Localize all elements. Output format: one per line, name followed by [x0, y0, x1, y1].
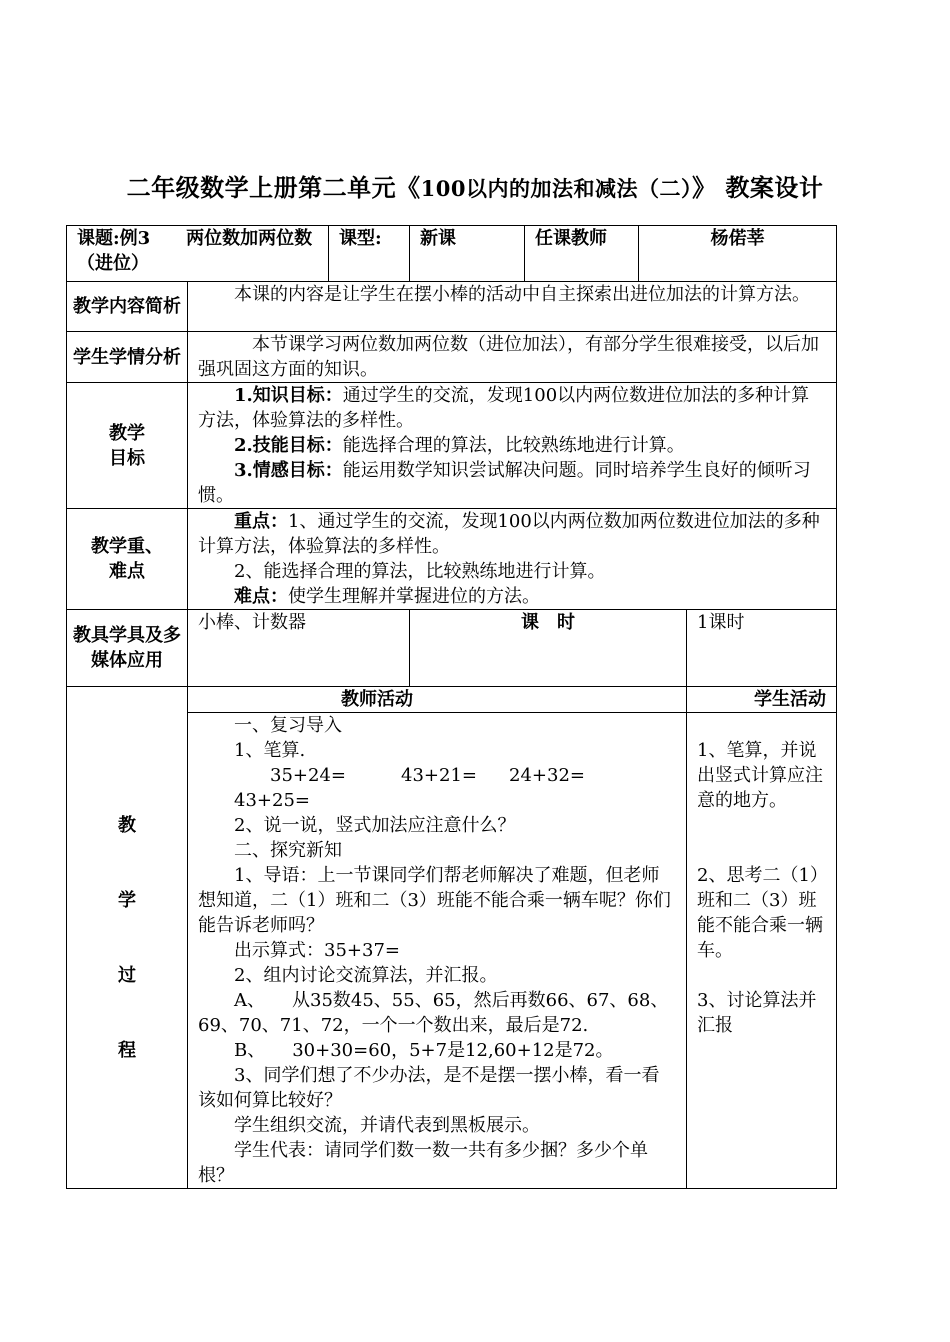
difficulty-title: 难点：	[234, 586, 288, 607]
key-point-text: 1、通过学生的交流，发现100以内两位数加两位数进位加法的多种计算方法，体验算法的多样性。	[198, 511, 820, 557]
process-label	[67, 687, 188, 1189]
type-label: 课型:	[329, 226, 410, 282]
document-title	[0, 168, 950, 203]
goal-knowledge	[198, 383, 826, 433]
key-label-line-1: 教学重、	[91, 536, 163, 557]
student-line: 3、讨论算法并汇报	[697, 990, 817, 1036]
analysis-cell	[188, 332, 837, 383]
calc-row	[198, 763, 676, 813]
teacher-line: 1、导语：上一节课同学们帮老师解决了难题，但老师想知道，二（1）班和二（3）班能不能合乘一辆车呢？你们能告诉老师吗？	[198, 865, 671, 936]
teacher-line: 出示算式：35+37=	[234, 940, 400, 961]
analysis-label: 学生学情分析	[67, 332, 188, 383]
difficulty-text: 使学生理解并掌握进位的方法。	[288, 586, 540, 607]
teacher-activity-header: 教师活动	[188, 687, 687, 713]
student-line: 1、笔算，并说出竖式计算应注意的地方。	[697, 740, 824, 811]
title-suffix: 》 教案设计	[691, 173, 824, 202]
key-point-2: 2、能选择合理的算法，比较熟练地进行计算。	[234, 561, 606, 582]
summary-text: 本课的内容是让学生在摆小棒的活动中自主探索出进位加法的计算方法。	[234, 284, 810, 305]
teacher-line: 一、复习导入	[234, 715, 342, 736]
teacher-line: A、 从35数45、55、65，然后再数66、67、68、69、70、71、72，一个一个数出来，最后是72.	[198, 990, 669, 1036]
teacher-line: B、 30+30=60，5+7是12,60+12是72。	[234, 1040, 614, 1061]
student-line: 2、思考二（1）班和二（3）班能不能合乘一辆车。	[697, 865, 824, 961]
lesson-plan-table	[66, 225, 837, 1189]
teacher-line: 学生组织交流，并请代表到黑板展示。	[234, 1115, 540, 1136]
analysis-row	[67, 332, 837, 383]
key-row	[67, 509, 837, 610]
process-label-char-4: 程	[118, 1039, 136, 1061]
teacher-line: 2、组内讨论交流算法，并汇报。	[234, 965, 498, 986]
student-activity-header: 学生活动	[687, 687, 837, 713]
tools-label: 教具学具及多媒体应用	[67, 610, 188, 687]
summary-row	[67, 282, 837, 332]
goals-label-line-1: 教学	[109, 422, 145, 444]
analysis-text: 本节课学习两位数加两位数（进位加法），有部分学生很难接受，以后加强巩固这方面的知识。	[198, 334, 819, 380]
teacher-line: 学生代表：请同学们数一数一共有多少捆？多少个单根？	[198, 1140, 648, 1186]
key-point-title: 重点：	[234, 511, 288, 532]
title-number: 100	[420, 176, 466, 201]
calc-item: 24+32=	[509, 765, 585, 786]
hours-value: 1课时	[687, 610, 837, 687]
calc-item: 43+21=	[401, 765, 477, 786]
teacher-line: 3、同学们想了不少办法，是不是摆一摆小棒，看一看该如何算比较好？	[198, 1065, 660, 1111]
process-label-char-2: 学	[118, 889, 136, 911]
key-label	[67, 509, 188, 610]
calc-item: 35+24=	[270, 765, 346, 786]
header-row	[67, 226, 837, 282]
process-header-row	[67, 687, 837, 713]
teacher-line: 二、探究新知	[234, 840, 342, 861]
goal-emotion-title: 3.情感目标：	[234, 460, 343, 481]
process-label-char-1: 教	[118, 814, 136, 836]
teacher-line: 1、笔算.	[234, 740, 306, 761]
tools-row	[67, 610, 837, 687]
goal-knowledge-text: 通过学生的交流，发现100以内两位数进位加法的多种计算方法，体验算法的多样性。	[198, 385, 810, 431]
summary-cell	[188, 282, 837, 332]
teacher-activity-cell	[188, 713, 687, 1189]
title-middle: 以内的加法和减法（二）	[465, 176, 692, 201]
title-prefix: 二年级数学上册第二单元《	[126, 173, 421, 202]
topic-cell: 课题:例3 两位数加两位数（进位）	[67, 226, 329, 282]
goals-label	[67, 383, 188, 509]
teacher-name: 杨偌莘	[639, 226, 837, 282]
teacher-label: 任课教师	[525, 226, 639, 282]
key-cell	[188, 509, 837, 610]
type-value: 新课	[410, 226, 525, 282]
goal-knowledge-title: 1.知识目标：	[234, 385, 343, 406]
goal-emotion-text: 能运用数学知识尝试解决问题。同时培养学生良好的倾听习惯。	[198, 460, 811, 506]
summary-label: 教学内容简析	[67, 282, 188, 332]
goals-label-line-2: 目标	[109, 447, 145, 469]
goal-skill	[198, 433, 826, 458]
goals-row	[67, 383, 837, 509]
goal-skill-text: 能选择合理的算法，比较熟练地进行计算。	[342, 435, 685, 456]
calc-item: 43+25=	[234, 790, 310, 811]
goal-skill-title: 2.技能目标：	[234, 435, 343, 456]
goal-emotion	[198, 458, 826, 508]
teacher-line: 2、说一说，竖式加法应注意什么？	[234, 815, 516, 836]
key-point	[198, 509, 826, 559]
difficulty	[198, 584, 826, 609]
process-label-char-3: 过	[118, 964, 136, 986]
hours-label: 课 时	[410, 610, 687, 687]
tools-value: 小棒、计数器	[188, 610, 410, 687]
key-label-line-2: 难点	[109, 561, 145, 582]
student-activity-cell	[687, 713, 837, 1189]
goals-cell	[188, 383, 837, 509]
